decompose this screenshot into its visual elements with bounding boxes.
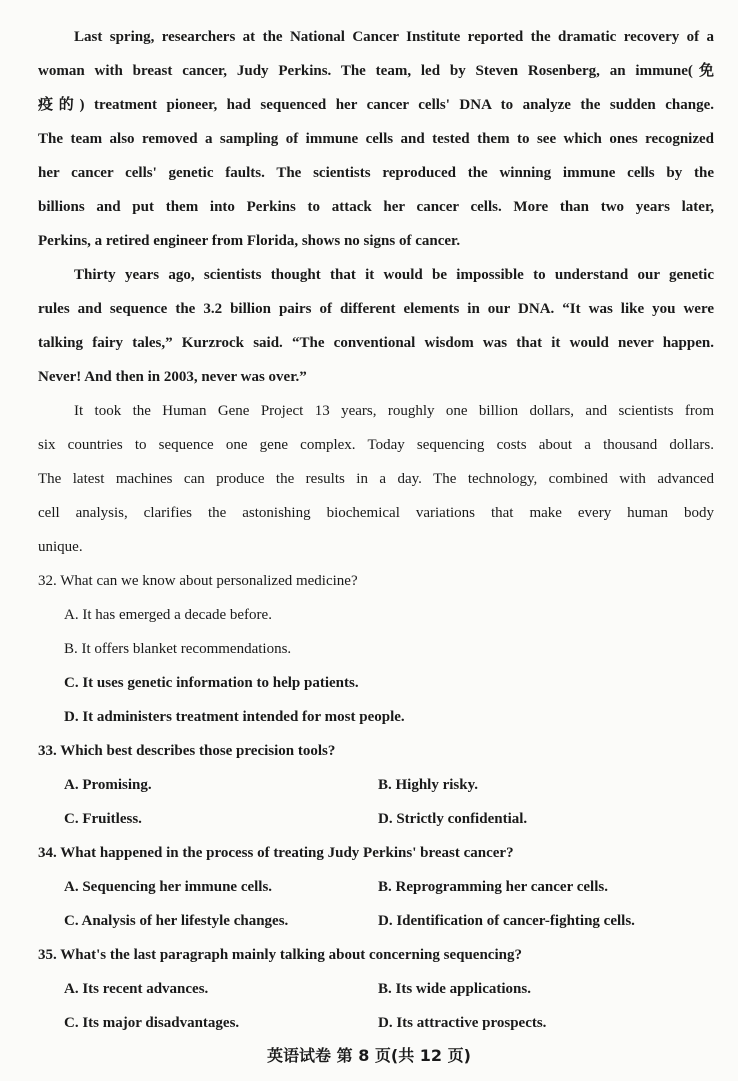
option-d: D. Identification of cancer-fighting cells. [378, 913, 635, 929]
option-b: B. Its wide applications. [378, 981, 531, 997]
option-b: B. It offers blanket recommendations. [64, 641, 292, 657]
question-stem: 33. Which best describes those precision tools? [38, 743, 336, 759]
option-c: C. Fruitless. [64, 811, 142, 827]
option-c: C. Analysis of her lifestyle changes. [64, 913, 289, 929]
paragraph-line: billions and put them into Perkins to attack her cancer cells. More than two years later, [38, 199, 714, 215]
paragraph-line: her cancer cells' genetic faults. The scientists reproduced the winning immune cells by the [38, 165, 714, 181]
paragraph-line: Never! And then in 2003, never was over.” [38, 369, 307, 385]
paragraph-line: 疫的) treatment pioneer, had sequenced her cancer cells' DNA to analyze the sudden change. [38, 97, 714, 113]
paragraph-line: talking fairy tales,” Kurzrock said. “The conventional wisdom was that it would never happen. [38, 335, 714, 351]
question-stem: 35. What's the last paragraph mainly talking about concerning sequencing? [38, 947, 522, 963]
question-stem: 34. What happened in the process of treating Judy Perkins' breast cancer? [38, 845, 514, 861]
paragraph-line: The team also removed a sampling of immune cells and tested them to see which ones recognized [38, 131, 714, 147]
option-b: B. Reprogramming her cancer cells. [378, 879, 608, 895]
option-c: C. It uses genetic information to help patients. [64, 675, 359, 691]
question-stem: 32. What can we know about personalized medicine? [38, 573, 358, 589]
option-a: A. Its recent advances. [64, 981, 209, 997]
option-a: A. It has emerged a decade before. [64, 607, 272, 623]
option-a: A. Sequencing her immune cells. [64, 879, 273, 895]
paragraph-line: It took the Human Gene Project 13 years, roughly one billion dollars, and scientists from [74, 403, 714, 419]
paragraph-line: unique. [38, 539, 83, 555]
paragraph-line: Last spring, researchers at the National Cancer Institute reported the dramatic recovery of a [74, 29, 714, 45]
option-a: A. Promising. [64, 777, 152, 793]
paragraph-line: woman with breast cancer, Judy Perkins. The team, led by Steven Rosenberg, an immune(免 [38, 63, 714, 79]
option-b: B. Highly risky. [378, 777, 479, 793]
paragraph-line: The latest machines can produce the results in a day. The technology, combined with advanced [38, 471, 714, 487]
paragraph-line: Thirty years ago, scientists thought that it would be impossible to understand our genetic [74, 267, 714, 283]
option-d: D. Its attractive prospects. [378, 1015, 547, 1031]
paragraph-line: six countries to sequence one gene complex. Today sequencing costs about a thousand dollars. [38, 437, 714, 453]
option-d: D. Strictly confidential. [378, 811, 528, 827]
paragraph-line: cell analysis, clarifies the astonishing biochemical variations that make every human body [38, 505, 714, 521]
page-footer: 英语试卷 第 8 页(共 12 页) [267, 1046, 471, 1065]
paragraph-line: Perkins, a retired engineer from Florida, shows no signs of cancer. [38, 233, 461, 249]
option-d: D. It administers treatment intended for most people. [64, 709, 405, 725]
paragraph-line: rules and sequence the 3.2 billion pairs of different elements in our DNA. “It was like you were [38, 301, 714, 317]
option-c: C. Its major disadvantages. [64, 1015, 240, 1031]
